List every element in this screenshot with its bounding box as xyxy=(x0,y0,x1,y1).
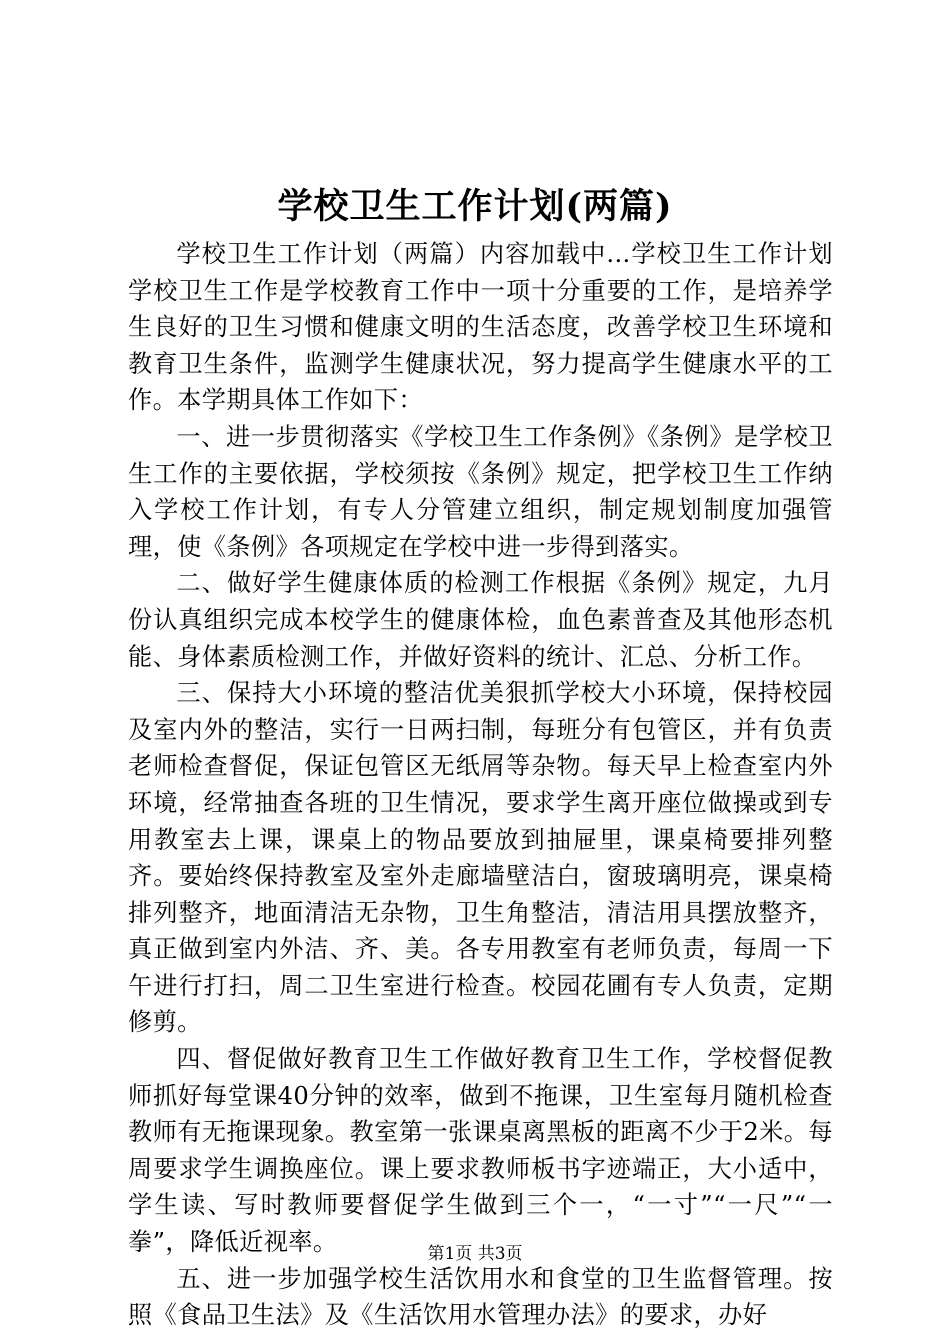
document-title: 学校卫生工作计划(两篇) xyxy=(277,186,673,227)
paragraph-section-5: 五、进一步加强学校生活饮用水和食堂的卫生监督管理。按照《食品卫生法》及《生活饮用水管理办法》的要求，办好 xyxy=(128,1264,833,1330)
page-footer: 第1页 共3页 xyxy=(427,1244,523,1264)
paragraph-intro: 学校卫生工作计划（两篇）内容加载中...学校卫生工作计划学校卫生工作是学校教育工作中一项十分重要的工作，是培养学生良好的卫生习惯和健康文明的生活态度，改善学校卫生环境和教育卫生条件，监测学生健康状况，努力提高学生健康水平的工作。本学期具体工作如下： xyxy=(128,240,833,415)
paragraph-section-4: 四、督促做好教育卫生工作做好教育卫生工作，学校督促教师抓好每堂课40分钟的效率，做到不拖课，卫生室每月随机检查教师有无拖课现象。教室第一张课桌离黑板的距离不少于2米。每周要求学生调换座位。课上要求教师板书字迹端正，大小适中，学生读、写时教师要督促学生做到三个一，“一寸”“一尺”“一拳”，降低近视率。 xyxy=(128,1045,833,1257)
document-body xyxy=(128,236,833,1334)
paragraph-section-3: 三、保持大小环境的整洁优美狠抓学校大小环境，保持校园及室内外的整洁，实行一日两扫制，每班分有包管区，并有负责老师检查督促，保证包管区无纸屑等杂物。每天早上检查室内外环境，经常抽查各班的卫生情况，要求学生离开座位做操或到专用教室去上课，课桌上的物品要放到抽屉里，课桌椅要排列整齐。要始终保持教室及室外走廊墙壁洁白，窗玻璃明亮，课桌椅排列整齐，地面清洁无杂物，卫生角整洁，清洁用具摆放整齐，真正做到室内外洁、齐、美。各专用教室有老师负责，每周一下午进行打扫，周二卫生室进行检查。校园花圃有专人负责，定期修剪。 xyxy=(128,679,833,1037)
paragraph-section-2: 二、做好学生健康体质的检测工作根据《条例》规定，九月份认真组织完成本校学生的健康体检，血色素普查及其他形态机能、身体素质检测工作，并做好资料的统计、汇总、分析工作。 xyxy=(128,569,833,671)
paragraph-section-1: 一、进一步贯彻落实《学校卫生工作条例》《条例》是学校卫生工作的主要依据，学校须按《条例》规定，把学校卫生工作纳入学校工作计划，有专人分管建立组织，制定规划制度加强管理，使《条例》各项规定在学校中进一步得到落实。 xyxy=(128,422,833,561)
